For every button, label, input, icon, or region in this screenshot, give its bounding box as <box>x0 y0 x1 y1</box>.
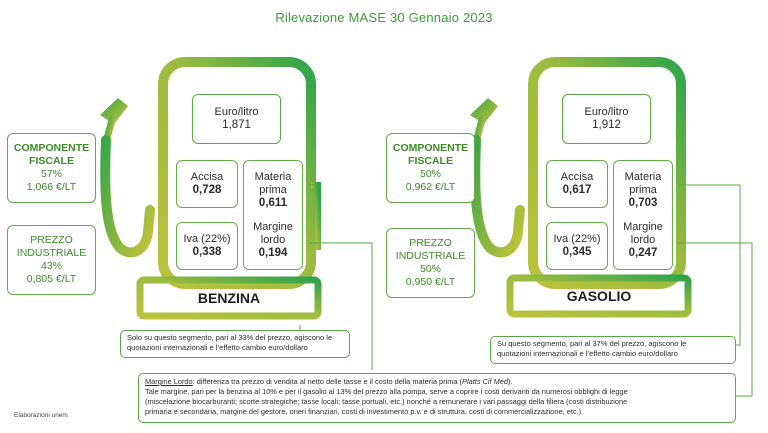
note-benzina <box>120 330 350 358</box>
fiscal-title-2: FISCALE <box>29 155 74 167</box>
price-label: Euro/litro <box>584 106 629 118</box>
iva-label: Iva (22%) <box>183 233 231 245</box>
iva-value: 0,345 <box>562 246 592 258</box>
fiscal-pct: 50% <box>419 168 441 180</box>
industrial-title-2: INDUSTRIALE <box>395 250 466 262</box>
margine-note-line-1 <box>145 377 729 387</box>
iva-value: 0,338 <box>192 246 222 258</box>
materia-label-1: Materia <box>624 170 662 183</box>
accisa-box-benzina <box>176 160 238 208</box>
fiscal-title-2: FISCALE <box>408 155 453 167</box>
margine-note-line-2: Tale margine, pari per la benzina al 10% e per il gasolio al 13% del prezzo alla pompa, serve a coprire i costi derivanti da numerosi obblighi di legge <box>145 387 628 396</box>
margine-term: Margine Lordo <box>145 377 193 386</box>
accisa-label: Accisa <box>190 171 224 183</box>
price-box-benzina <box>192 94 281 144</box>
fiscal-value: 1,066 €/LT <box>26 181 77 193</box>
industrial-box-gasolio <box>386 228 475 298</box>
note-line-1: Solo su questo segmento, pari al 33% del prezzo, agiscono le <box>127 333 333 342</box>
accisa-label: Accisa <box>560 171 594 183</box>
materia-label-1: Materia <box>254 170 292 183</box>
margine-note-line-4: primaria e secondaria, margine del gestore, oneri finanziari, costi di investimento p.v. e di struttura, costi di commercializzazione, etc.) <box>145 407 582 416</box>
accisa-value: 0,617 <box>562 184 592 196</box>
fuel-name-gasolio: GASOLIO <box>566 288 632 304</box>
industrial-title-2: INDUSTRIALE <box>16 247 87 259</box>
note-line-1: Su questo segmento, pari al 37% del prezzo, agiscono le <box>497 339 687 348</box>
margine-value: 0,247 <box>628 246 658 259</box>
margine-block <box>253 221 293 260</box>
fiscal-box-gasolio <box>386 133 475 203</box>
industrial-pct: 50% <box>419 263 441 275</box>
iva-label: Iva (22%) <box>553 233 601 245</box>
industrial-value: 0,805 €/LT <box>26 273 77 285</box>
industrial-pct: 43% <box>40 260 62 272</box>
margine-def-end: ). <box>508 377 513 386</box>
industrial-title-1: PREZZO <box>30 234 73 246</box>
price-label: Euro/litro <box>214 106 259 118</box>
iva-box-gasolio <box>546 222 608 270</box>
margine-value: 0,194 <box>258 246 288 259</box>
accisa-value: 0,728 <box>192 184 222 196</box>
materia-block <box>625 171 662 210</box>
industrial-box-benzina <box>7 225 96 295</box>
materia-value: 0,611 <box>258 196 288 209</box>
price-box-gasolio <box>562 94 651 144</box>
fiscal-title-1: COMPONENTE <box>13 142 90 154</box>
margine-label-1: Margine <box>623 220 663 233</box>
price-value: 1,871 <box>222 119 251 131</box>
footer-credit: Elaborazioni unem <box>14 412 68 419</box>
page-title: Rilevazione MASE 30 Gennaio 2023 <box>275 10 493 25</box>
industrial-title-1: PREZZO <box>409 237 452 249</box>
materia-label-2: prima <box>629 183 657 196</box>
note-line-2: quotazioni internazionali e l’effetto cambio euro/dollaro <box>127 343 308 352</box>
margine-source: Platts Cif Med <box>462 377 509 386</box>
materia-block <box>255 171 292 210</box>
industriale-box-benzina <box>243 160 303 270</box>
margine-note-line-3: (miscelazione biocarburanti; scorte strategiche; tasse locali; tasse portuali, etc.) nonché a remunerare i vari passaggi della filiera (costi distribuzione <box>145 397 628 406</box>
iva-box-benzina <box>176 222 238 270</box>
note-gasolio <box>490 336 736 364</box>
price-value: 1,912 <box>592 119 621 131</box>
accisa-box-gasolio <box>546 160 608 208</box>
margine-label-2: lordo <box>630 233 656 246</box>
materia-label-2: prima <box>259 183 287 196</box>
margine-label-2: lordo <box>260 233 286 246</box>
note-line-2: quotazioni internazionali e l’effetto cambio euro/dollaro <box>497 349 678 358</box>
materia-value: 0,703 <box>628 196 658 209</box>
industriale-box-gasolio <box>613 160 673 270</box>
fiscal-box-benzina <box>7 133 96 203</box>
fiscal-value: 0,962 €/LT <box>405 181 456 193</box>
fiscal-title-1: COMPONENTE <box>392 142 469 154</box>
margine-lordo-note <box>138 373 736 423</box>
margine-definition: : differenza tra prezzo di vendita al netto delle tasse e il costo della materia prima ( <box>192 377 463 386</box>
margine-block <box>623 221 663 260</box>
fuel-name-benzina: BENZINA <box>197 290 261 306</box>
margine-label-1: Margine <box>253 220 293 233</box>
fiscal-pct: 57% <box>40 168 62 180</box>
industrial-value: 0,950 €/LT <box>405 276 456 288</box>
